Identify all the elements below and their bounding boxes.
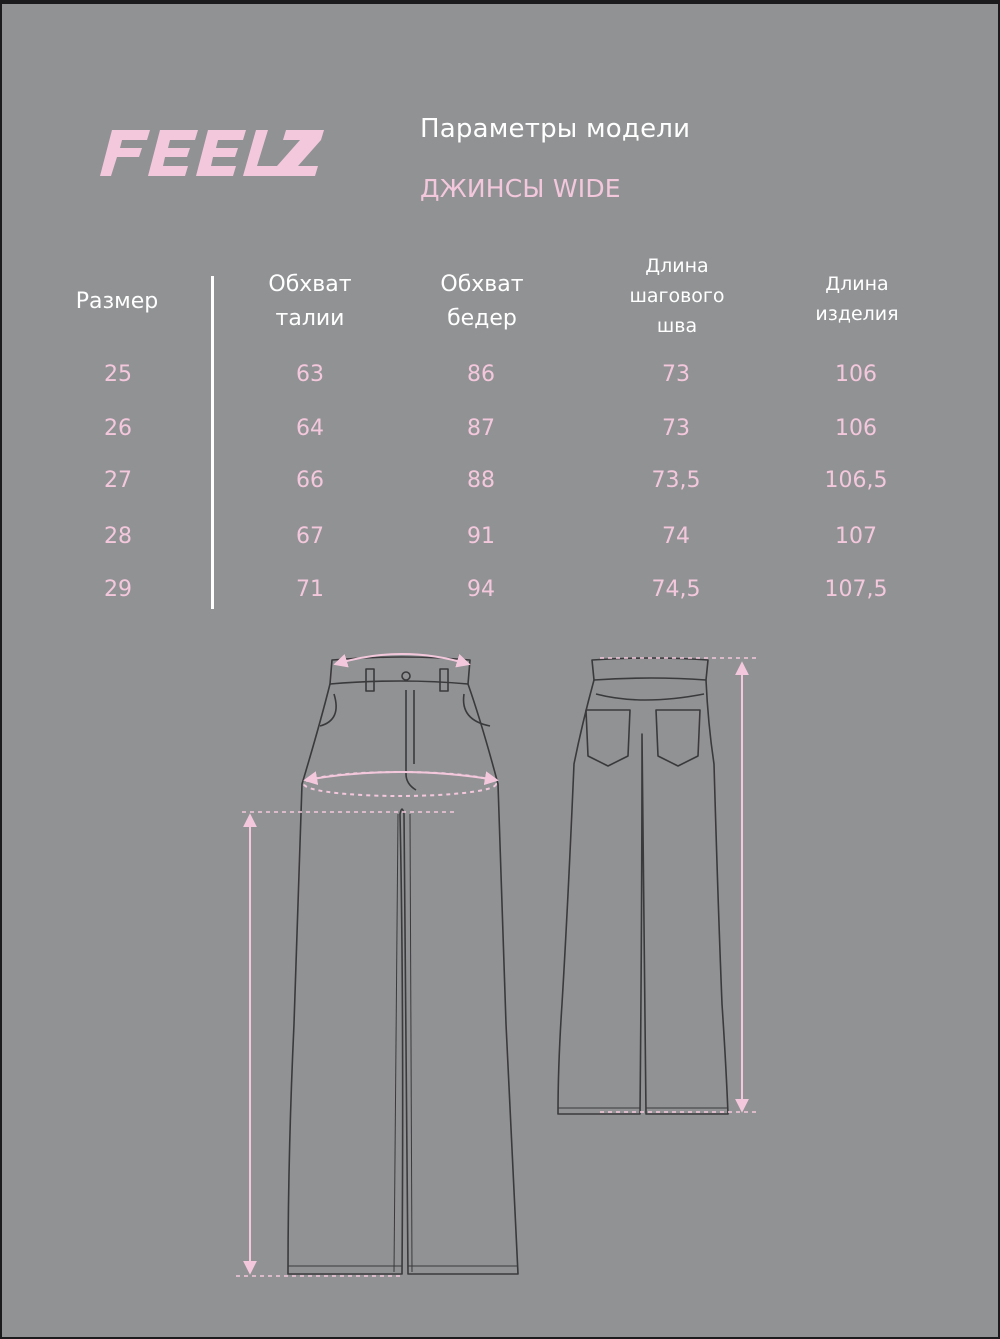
product-subtitle: ДЖИНСЫ WIDE: [420, 174, 621, 203]
cell-size: 28: [104, 524, 132, 549]
back-view: [558, 658, 728, 1114]
cell-length: 106,5: [824, 468, 888, 493]
header-size: Размер: [75, 289, 159, 314]
cell-inseam: 74,5: [651, 577, 701, 602]
cell-size: 25: [104, 362, 132, 387]
cell-hips: 86: [467, 362, 495, 387]
cell-length: 106: [835, 416, 877, 441]
cell-size: 27: [104, 468, 132, 493]
cell-waist: 67: [296, 524, 324, 549]
cell-waist: 64: [296, 416, 324, 441]
cell-hips: 91: [467, 524, 495, 549]
cell-hips: 87: [467, 416, 495, 441]
measurement-guides: [236, 654, 758, 1276]
cell-size: 26: [104, 416, 132, 441]
cell-hips: 94: [467, 577, 495, 602]
size-chart-sheet: [2, 4, 998, 1337]
cell-inseam: 73,5: [651, 468, 701, 493]
cell-length: 107,5: [824, 577, 888, 602]
front-view: [288, 657, 518, 1274]
header-hips: Обхват бедер: [440, 272, 524, 331]
cell-hips: 88: [467, 468, 495, 493]
cell-length: 107: [835, 524, 877, 549]
header-waist: Обхват талии: [268, 272, 352, 331]
cell-waist: 63: [296, 362, 324, 387]
page-title: Параметры модели: [420, 114, 691, 144]
cell-size: 29: [104, 577, 132, 602]
cell-waist: 66: [296, 468, 324, 493]
jeans-technical-drawing: [2, 4, 998, 1337]
cell-waist: 71: [296, 577, 324, 602]
cell-inseam: 74: [662, 524, 690, 549]
cell-inseam: 73: [662, 416, 690, 441]
cell-length: 106: [835, 362, 877, 387]
cell-inseam: 73: [662, 362, 690, 387]
header-length: Длина изделия: [815, 273, 899, 325]
header-inseam: Длина шагового шва: [629, 255, 725, 337]
